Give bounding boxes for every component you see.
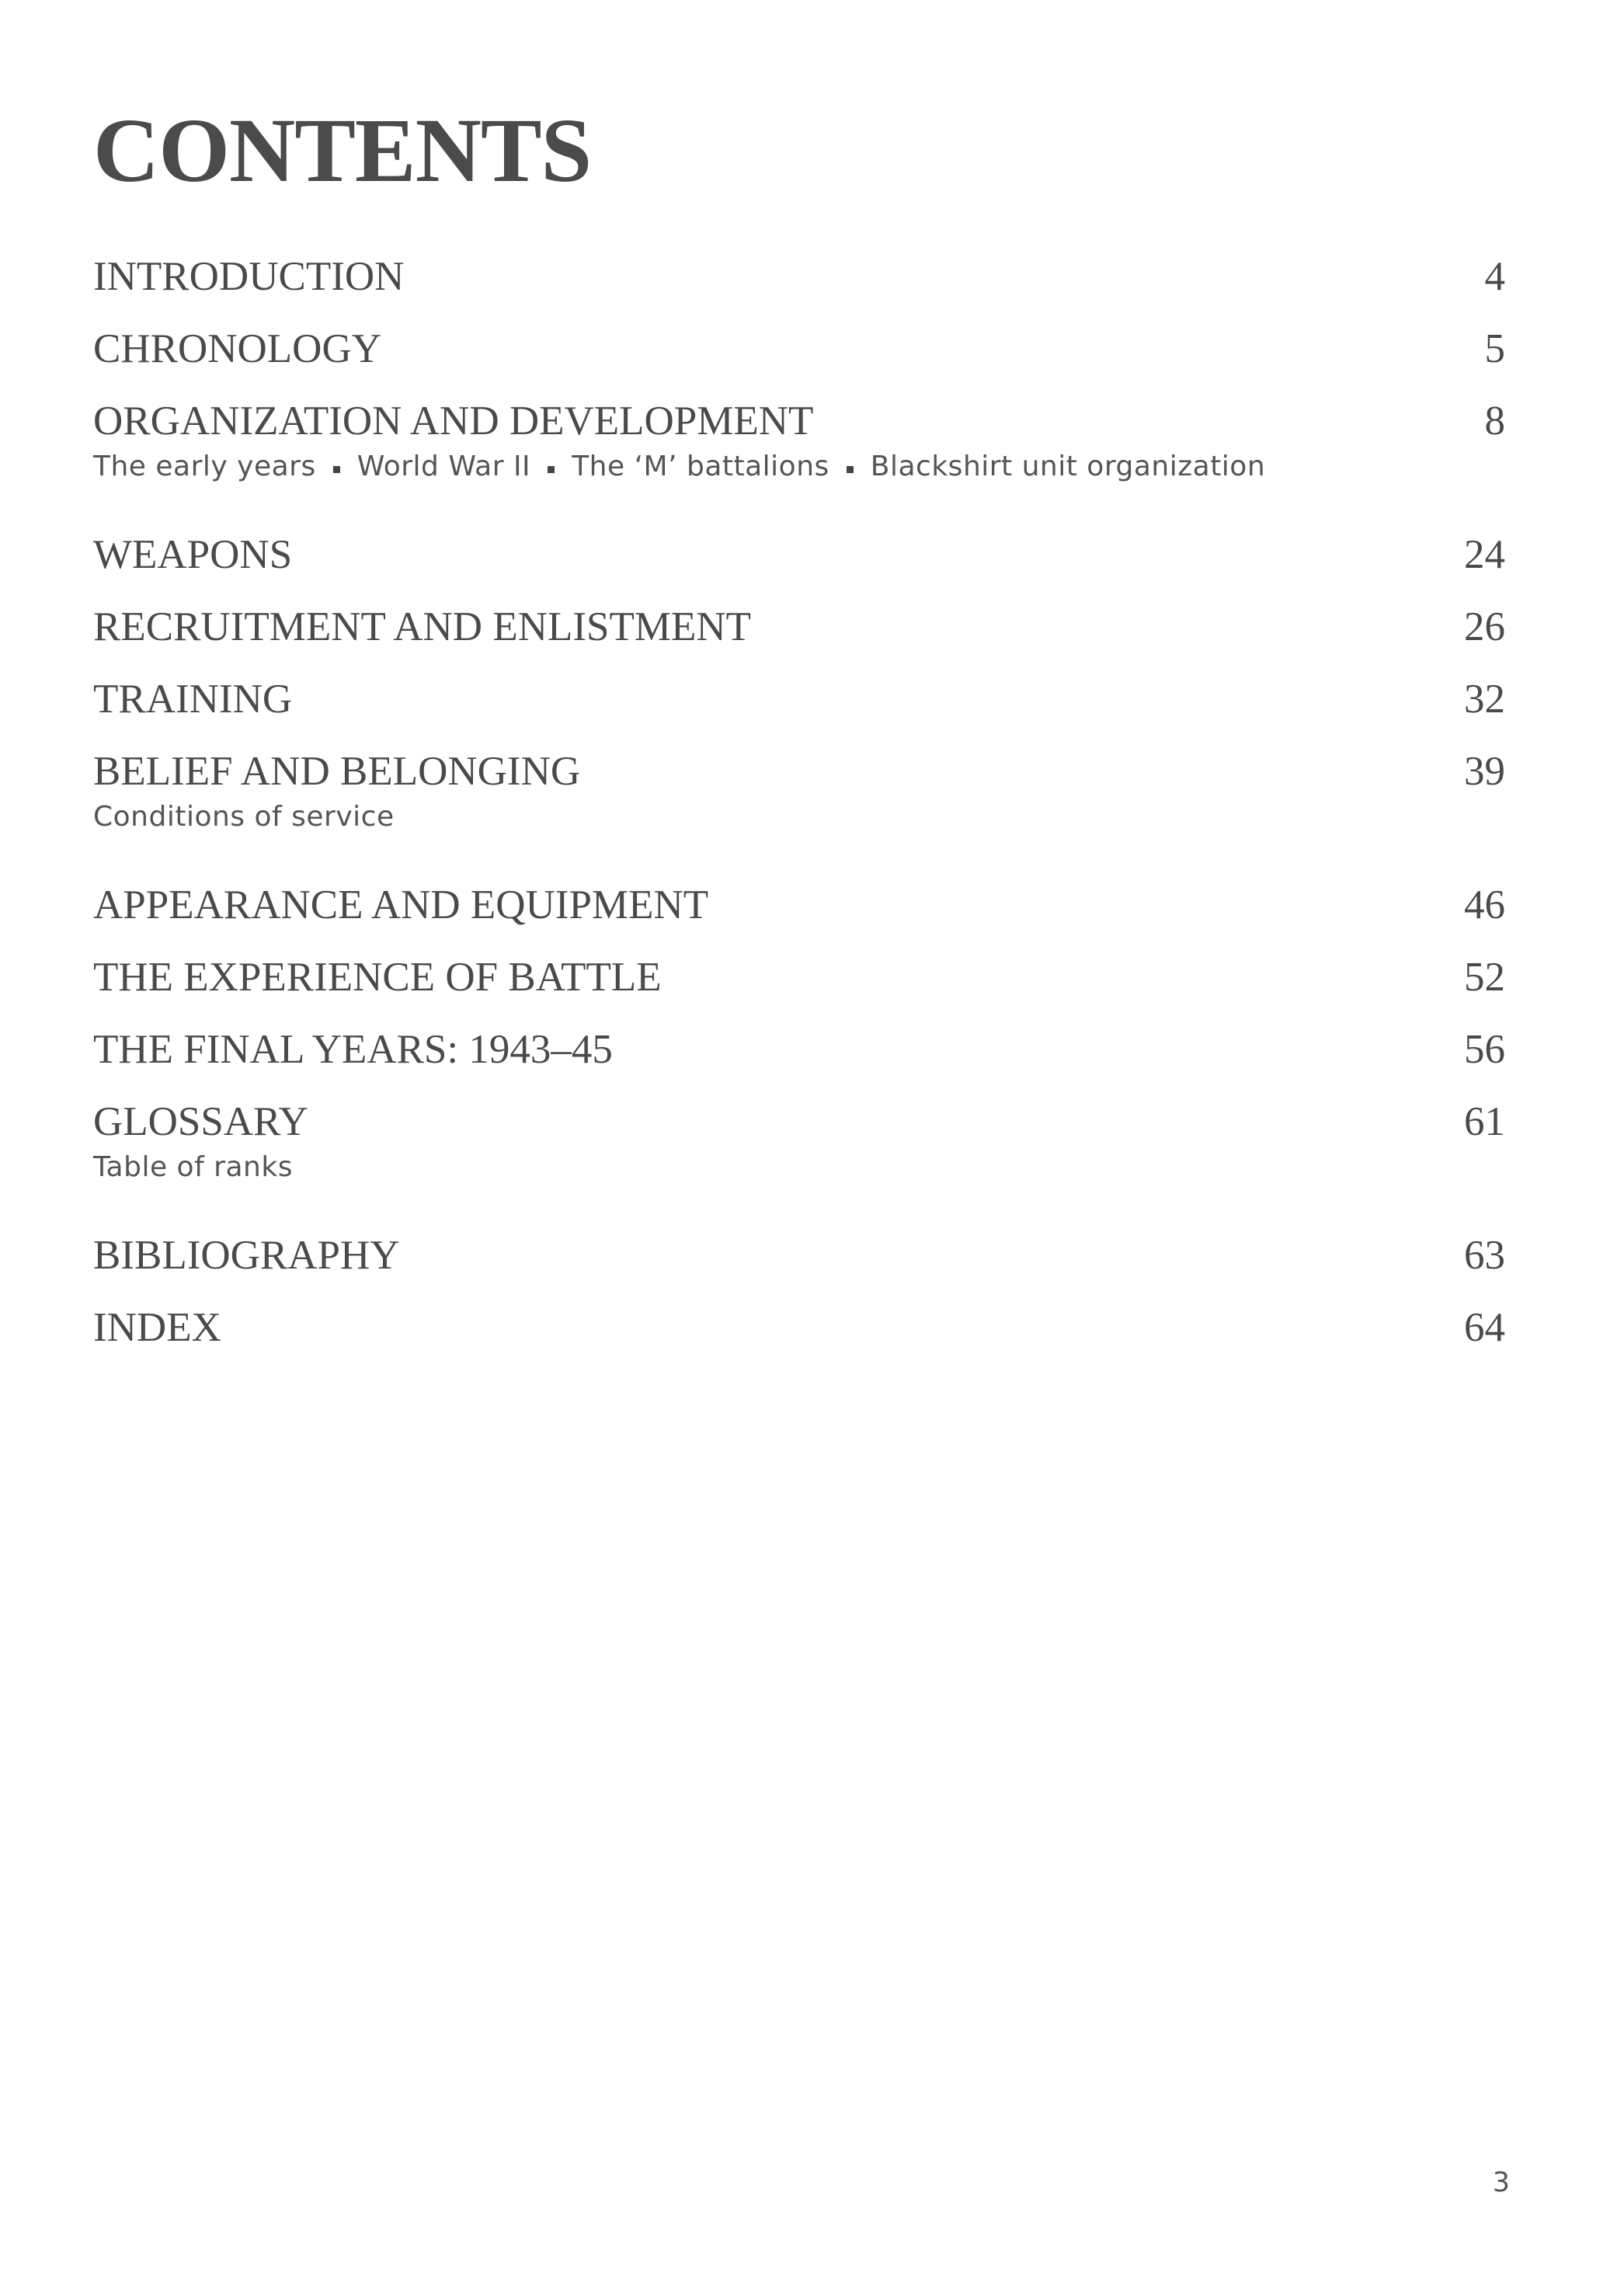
toc-page-number: 63 [1464, 1233, 1505, 1278]
toc-subheading: Table of ranks [93, 1151, 293, 1183]
toc-entry[interactable] [93, 325, 1505, 397]
toc-entry[interactable] [93, 1025, 1505, 1098]
toc-subheading: World War II [356, 451, 531, 482]
toc-heading: INDEX [93, 1305, 221, 1350]
toc-entry[interactable] [93, 1098, 1505, 1231]
toc-heading: WEAPONS [93, 532, 293, 577]
toc-entry[interactable] [93, 881, 1505, 953]
toc-page-number: 5 [1484, 326, 1505, 371]
toc-heading: GLOSSARY [93, 1099, 308, 1144]
toc-heading: CHRONOLOGY [93, 326, 381, 371]
toc-page-number: 56 [1464, 1027, 1505, 1072]
toc-page-number: 46 [1464, 882, 1505, 927]
toc-page-number: 32 [1464, 677, 1505, 722]
toc-entry[interactable] [93, 1231, 1505, 1303]
bullet-separator [548, 466, 555, 473]
toc-heading: THE EXPERIENCE OF BATTLE [93, 955, 662, 1000]
toc-entry[interactable] [93, 953, 1505, 1025]
page-title: CONTENTS [93, 99, 592, 201]
toc-page-number: 26 [1464, 604, 1505, 649]
toc-entry[interactable] [93, 675, 1505, 747]
toc-subheading: The early years [93, 451, 316, 482]
toc-entry[interactable] [93, 603, 1505, 675]
toc-page-number: 8 [1484, 398, 1505, 444]
toc-subheadings [93, 799, 395, 836]
toc-page-number: 61 [1464, 1099, 1505, 1144]
toc-page-number: 64 [1464, 1305, 1505, 1350]
toc-heading: TRAINING [93, 677, 293, 722]
toc-heading: THE FINAL YEARS: 1943–45 [93, 1027, 613, 1072]
toc-page-number: 4 [1484, 254, 1505, 299]
toc-entry[interactable] [93, 252, 1505, 325]
bullet-separator [847, 466, 854, 473]
toc-heading: BELIEF AND BELONGING [93, 749, 581, 794]
toc-subheading: Conditions of service [93, 801, 395, 833]
toc-heading: APPEARANCE AND EQUIPMENT [93, 882, 709, 927]
toc-subheadings [93, 448, 1265, 485]
toc-entry[interactable] [93, 1303, 1505, 1376]
toc-page-number: 52 [1464, 955, 1505, 1000]
toc-subheading: The ‘M’ battalions [572, 451, 829, 482]
bullet-separator [333, 466, 340, 473]
toc-heading: INTRODUCTION [93, 254, 405, 299]
table-of-contents [93, 252, 1505, 1376]
toc-entry[interactable] [93, 531, 1505, 603]
toc-page-number: 24 [1464, 532, 1505, 577]
toc-heading: BIBLIOGRAPHY [93, 1233, 400, 1278]
toc-entry[interactable] [93, 747, 1505, 881]
toc-heading: ORGANIZATION AND DEVELOPMENT [93, 398, 814, 444]
toc-subheadings [93, 1149, 293, 1186]
page-number: 3 [1492, 2167, 1510, 2198]
toc-entry[interactable] [93, 397, 1505, 531]
toc-heading: RECRUITMENT AND ENLISTMENT [93, 604, 751, 649]
toc-page-number: 39 [1464, 749, 1505, 794]
toc-subheading: Blackshirt unit organization [870, 451, 1266, 482]
